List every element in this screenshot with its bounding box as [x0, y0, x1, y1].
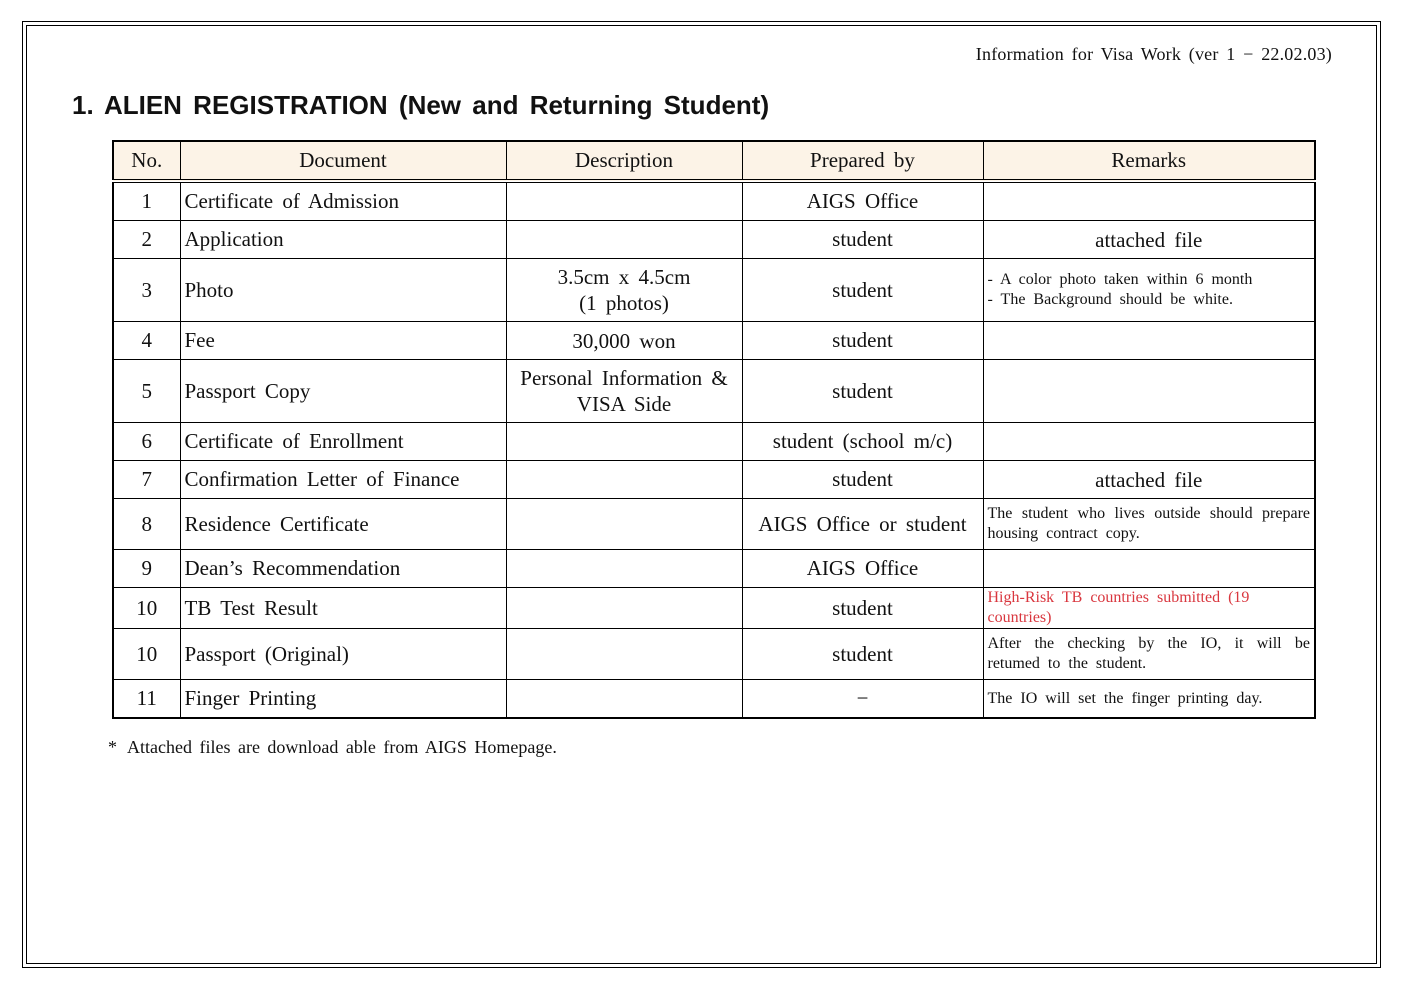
row-number: 10 [113, 629, 180, 680]
table-row [113, 181, 1315, 221]
row-document: Passport (Original) [180, 629, 506, 680]
row-prepared-by: student [742, 588, 983, 629]
row-description [506, 221, 742, 259]
row-document: TB Test Result [180, 588, 506, 629]
row-remarks [983, 423, 1315, 461]
row-remarks: The IO will set the finger printing day. [983, 680, 1315, 719]
row-remarks [983, 322, 1315, 360]
row-remarks: After the checking by the IO, it will be retumed to the student. [983, 629, 1315, 680]
row-number: 10 [113, 588, 180, 629]
row-number: 4 [113, 322, 180, 360]
table-row [113, 322, 1315, 360]
row-prepared-by: AIGS Office [742, 181, 983, 221]
row-number: 3 [113, 259, 180, 322]
row-number: 1 [113, 181, 180, 221]
table-row [113, 499, 1315, 550]
footnote-text: Attached files are download able from AIGS Homepage. [127, 737, 557, 757]
table-row [113, 259, 1315, 322]
row-description [506, 550, 742, 588]
row-document: Certificate of Admission [180, 181, 506, 221]
table-row [113, 680, 1315, 719]
remarks-line: - The Background should be white. [987, 291, 1233, 308]
row-document: Dean’s Recommendation [180, 550, 506, 588]
footnote [108, 737, 557, 758]
remarks-line: - A color photo taken within 6 month [987, 271, 1253, 288]
footnote-marker: * [108, 737, 117, 757]
row-remarks [983, 360, 1315, 423]
description-line: Personal Information & [520, 366, 728, 390]
description-line: (1 photos) [579, 291, 669, 315]
row-description [506, 499, 742, 550]
table-header-row [113, 141, 1315, 181]
row-remarks [983, 181, 1315, 221]
row-description [506, 680, 742, 719]
table-row [113, 221, 1315, 259]
row-prepared-by: − [742, 680, 983, 719]
row-document: Fee [180, 322, 506, 360]
table-row [113, 360, 1315, 423]
row-number: 5 [113, 360, 180, 423]
row-remarks: The student who lives outside should prepare housing contract copy. [983, 499, 1315, 550]
row-prepared-by: student [742, 259, 983, 322]
column-header-no: No. [113, 141, 180, 181]
row-document: Certificate of Enrollment [180, 423, 506, 461]
row-prepared-by: AIGS Office or student [742, 499, 983, 550]
row-number: 6 [113, 423, 180, 461]
row-description [506, 259, 742, 322]
row-prepared-by: AIGS Office [742, 550, 983, 588]
row-document: Passport Copy [180, 360, 506, 423]
row-prepared-by: student [742, 461, 983, 499]
table-row [113, 423, 1315, 461]
row-number: 8 [113, 499, 180, 550]
table-row [113, 550, 1315, 588]
description-line: VISA Side [576, 392, 672, 416]
section-title: 1. ALIEN REGISTRATION (New and Returning Student) [72, 90, 770, 120]
version-label: Information for Visa Work (ver 1 − 22.02.03) [975, 44, 1332, 64]
row-description [506, 423, 742, 461]
row-description [506, 629, 742, 680]
row-description [506, 461, 742, 499]
column-header-remarks: Remarks [983, 141, 1315, 181]
row-remarks: attached file [983, 221, 1315, 259]
row-number: 2 [113, 221, 180, 259]
row-prepared-by: student [742, 322, 983, 360]
row-description: 30,000 won [506, 322, 742, 360]
table-row [113, 461, 1315, 499]
row-description [506, 360, 742, 423]
row-prepared-by: student (school m/c) [742, 423, 983, 461]
row-remarks-warning: High-Risk TB countries submitted (19 countries) [983, 588, 1315, 629]
table-row [113, 629, 1315, 680]
row-document: Finger Printing [180, 680, 506, 719]
column-header-document: Document [180, 141, 506, 181]
row-number: 11 [113, 680, 180, 719]
row-prepared-by: student [742, 221, 983, 259]
row-description [506, 588, 742, 629]
description-line: 3.5cm x 4.5cm [557, 265, 691, 289]
row-remarks [983, 259, 1315, 322]
row-prepared-by: student [742, 360, 983, 423]
row-prepared-by: student [742, 629, 983, 680]
row-remarks: attached file [983, 461, 1315, 499]
row-document: Confirmation Letter of Finance [180, 461, 506, 499]
column-header-description: Description [506, 141, 742, 181]
row-description [506, 181, 742, 221]
column-header-prepared-by: Prepared by [742, 141, 983, 181]
row-document: Application [180, 221, 506, 259]
row-remarks [983, 550, 1315, 588]
alien-registration-table [112, 140, 1316, 719]
row-document: Photo [180, 259, 506, 322]
row-document: Residence Certificate [180, 499, 506, 550]
table-row [113, 588, 1315, 629]
row-number: 9 [113, 550, 180, 588]
row-number: 7 [113, 461, 180, 499]
